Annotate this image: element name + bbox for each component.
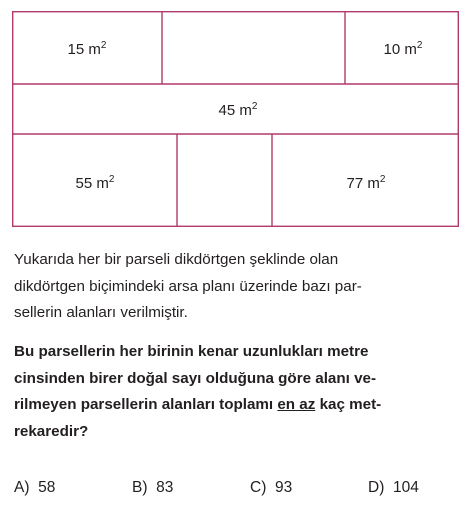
option-value: 83 bbox=[156, 479, 174, 496]
option-letter: A) bbox=[14, 479, 30, 496]
question-line: rilmeyen parsellerin alanları toplamı bbox=[14, 396, 278, 413]
parcel-bottom-right-area bbox=[347, 174, 386, 192]
answer-options bbox=[14, 479, 464, 503]
option-value: 93 bbox=[274, 479, 293, 496]
parcel-middle-value: 45 bbox=[218, 102, 236, 119]
area-unit: m bbox=[404, 41, 417, 58]
problem-description bbox=[14, 247, 460, 327]
area-exponent: 2 bbox=[100, 40, 107, 51]
parcel-top-left-area bbox=[68, 40, 107, 58]
area-unit: m bbox=[96, 175, 109, 192]
area-unit: m bbox=[239, 102, 252, 119]
option-letter: D) bbox=[368, 479, 385, 496]
parcel-middle-area bbox=[219, 101, 258, 119]
question-line: rekaredir? bbox=[14, 422, 89, 440]
question-line: kaç met- bbox=[315, 396, 382, 413]
option-letter: C) bbox=[250, 479, 267, 496]
parcel-top-left-value: 15 bbox=[67, 41, 85, 58]
parcel-bottom-left-value: 55 bbox=[75, 175, 93, 192]
option-value: 58 bbox=[38, 479, 56, 496]
option-value: 104 bbox=[392, 479, 419, 496]
area-exponent: 2 bbox=[251, 101, 258, 112]
option-letter: B) bbox=[132, 479, 148, 496]
description-line: sellerin alanları verilmiştir. bbox=[14, 304, 188, 321]
parcel-bottom-right-value: 77 bbox=[346, 175, 364, 192]
land-plan-diagram bbox=[12, 11, 459, 227]
area-unit: m bbox=[88, 41, 101, 58]
parcel-bottom-left-area bbox=[76, 174, 115, 192]
question-text bbox=[14, 339, 460, 445]
area-unit: m bbox=[367, 175, 380, 192]
description-line: Yukarıda her bir parseli dikdörtgen şeklinde olan bbox=[14, 251, 339, 268]
area-exponent: 2 bbox=[379, 174, 386, 185]
question-line: Bu parsellerin her birinin kenar uzunlukları metre bbox=[14, 343, 369, 360]
question-emphasis: en az bbox=[277, 396, 316, 413]
option-c[interactable] bbox=[250, 479, 292, 497]
question-line: cinsinden birer doğal sayı olduğuna göre alanı ve- bbox=[14, 369, 377, 387]
parcel-top-right-area bbox=[384, 40, 423, 58]
area-exponent: 2 bbox=[416, 40, 423, 51]
area-exponent: 2 bbox=[108, 174, 115, 185]
description-line: dikdörtgen biçimindeki arsa planı üzerinde bazı par- bbox=[14, 277, 362, 295]
option-b[interactable] bbox=[132, 479, 173, 497]
parcel-top-right-value: 10 bbox=[383, 41, 401, 58]
option-d[interactable] bbox=[368, 479, 419, 497]
option-a[interactable] bbox=[14, 479, 55, 497]
